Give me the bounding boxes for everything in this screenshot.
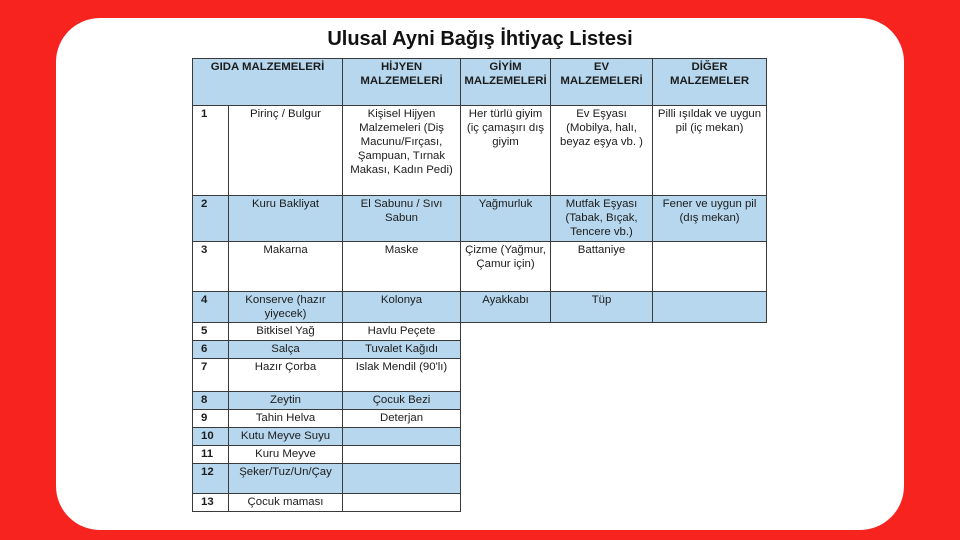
table-row [193, 106, 767, 196]
row-number: 5 [193, 323, 229, 341]
row-number: 3 [193, 242, 229, 292]
row-number: 12 [193, 464, 229, 494]
hijyen-cell: El Sabunu / Sıvı Sabun [343, 196, 461, 242]
hijyen-cell [343, 428, 461, 446]
gida-cell: Tahin Helva [229, 410, 343, 428]
ev-cell: Tüp [551, 292, 653, 323]
hijyen-cell [343, 494, 461, 512]
header-gida: GIDA MALZEMELERİ [193, 59, 343, 106]
hijyen-cell: Havlu Peçete [343, 323, 461, 341]
giyim-cell: Yağmurluk [461, 196, 551, 242]
giyim-cell: Çizme (Yağmur, Çamur için) [461, 242, 551, 292]
row-number: 11 [193, 446, 229, 464]
diger-cell: Pilli ışıldak ve uygun pil (iç mekan) [653, 106, 767, 196]
header-ev: EV MALZEMELERİ [551, 59, 653, 106]
giyim-cell: Ayakkabı [461, 292, 551, 323]
row-number: 8 [193, 392, 229, 410]
gida-cell: Salça [229, 341, 343, 359]
ev-cell: Mutfak Eşyası (Tabak, Bıçak, Tencere vb.) [551, 196, 653, 242]
table-row [193, 292, 767, 323]
hijyen-cell: Çocuk Bezi [343, 392, 461, 410]
gida-cell: Hazır Çorba [229, 359, 343, 392]
header-hijyen: HİJYEN MALZEMELERİ [343, 59, 461, 106]
gida-cell: Zeytin [229, 392, 343, 410]
gida-cell: Konserve (hazır yiyecek) [229, 292, 343, 323]
hijyen-cell: Kişisel Hijyen Malzemeleri (Diş Macunu/Fırçası, Şampuan, Tırnak Makası, Kadın Pedi) [343, 106, 461, 196]
gida-cell: Makarna [229, 242, 343, 292]
table-row [193, 196, 767, 242]
row-number: 2 [193, 196, 229, 242]
ev-cell: Battaniye [551, 242, 653, 292]
header-row [193, 59, 767, 106]
giyim-cell: Her türlü giyim (iç çamaşırı dış giyim [461, 106, 551, 196]
gida-cell: Bitkisel Yağ [229, 323, 343, 341]
row-number: 10 [193, 428, 229, 446]
gida-cell: Pirinç / Bulgur [229, 106, 343, 196]
header-giyim: GİYİM MALZEMELERİ [461, 59, 551, 106]
row-number: 1 [193, 106, 229, 196]
hijyen-cell: Islak Mendil (90'lı) [343, 359, 461, 392]
diger-cell [653, 242, 767, 292]
row-number: 7 [193, 359, 229, 392]
row-number: 13 [193, 494, 229, 512]
hijyen-cell [343, 464, 461, 494]
row-number: 6 [193, 341, 229, 359]
hijyen-cell: Deterjan [343, 410, 461, 428]
row-number: 9 [193, 410, 229, 428]
hijyen-cell [343, 446, 461, 464]
row-number: 4 [193, 292, 229, 323]
diger-cell [653, 292, 767, 323]
page-title: Ulusal Ayni Bağış İhtiyaç Listesi [327, 28, 633, 50]
hijyen-cell: Kolonya [343, 292, 461, 323]
table-row [193, 242, 767, 292]
gida-cell: Kuru Bakliyat [229, 196, 343, 242]
gida-cell: Kutu Meyve Suyu [229, 428, 343, 446]
empty-area [461, 323, 767, 512]
gida-cell: Kuru Meyve [229, 446, 343, 464]
diger-cell: Fener ve uygun pil (dış mekan) [653, 196, 767, 242]
ev-cell: Ev Eşyası (Mobilya, halı, beyaz eşya vb. ) [551, 106, 653, 196]
gida-cell: Şeker/Tuz/Un/Çay [229, 464, 343, 494]
needs-table [192, 58, 767, 512]
hijyen-cell: Tuvalet Kağıdı [343, 341, 461, 359]
header-diger: DİĞER MALZEMELER [653, 59, 767, 106]
table-row [193, 323, 767, 341]
hijyen-cell: Maske [343, 242, 461, 292]
gida-cell: Çocuk maması [229, 494, 343, 512]
